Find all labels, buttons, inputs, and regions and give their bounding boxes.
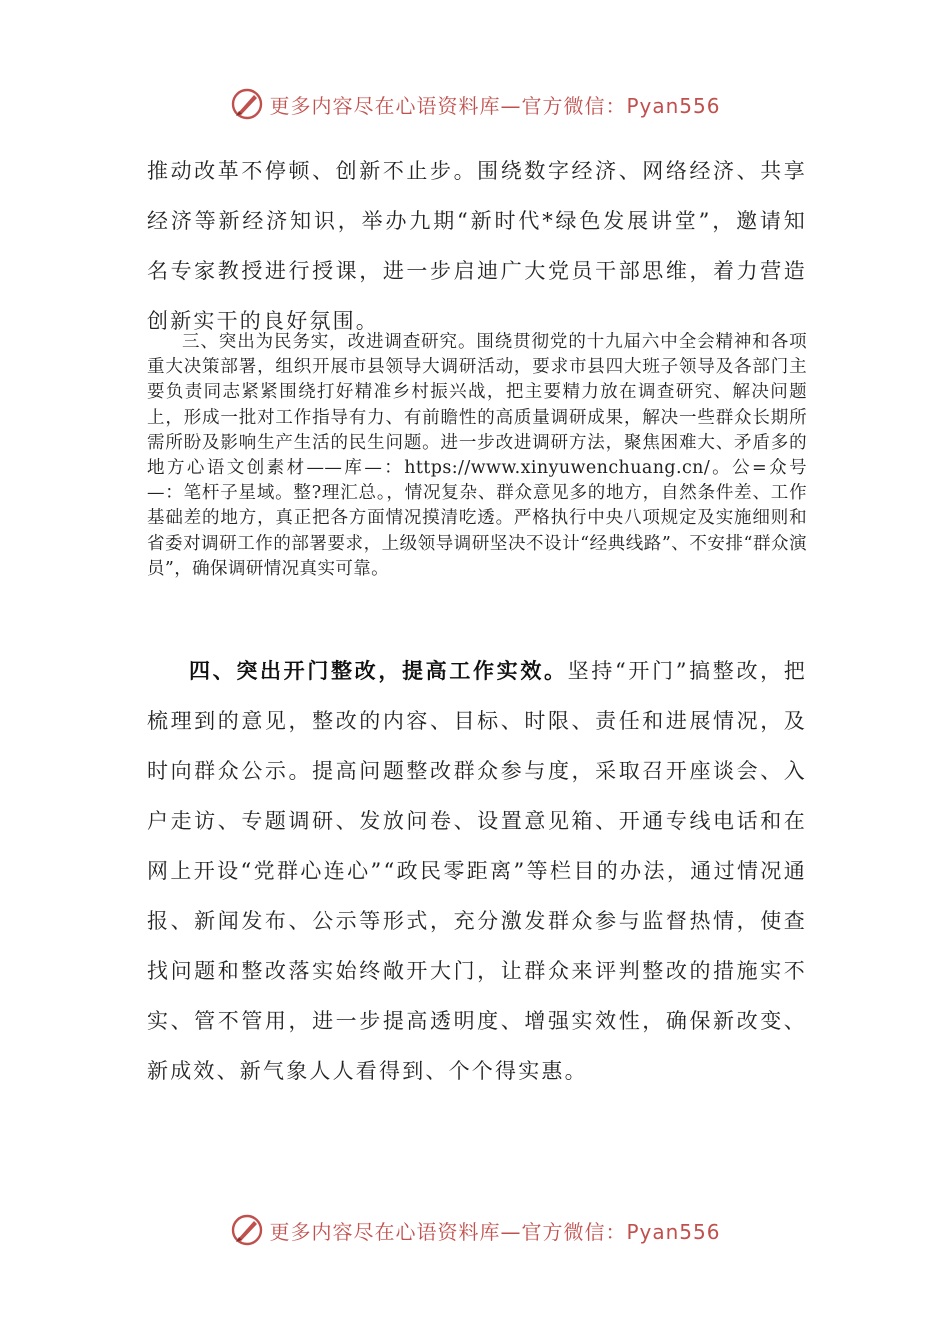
pen-logo-icon xyxy=(229,86,265,122)
paragraph-research: 三、突出为民务实，改进调查研究。围绕贯彻党的十九届六中全会精神和各项重大决策部署，组织开展市县领导大调研活动，要求市县四大班子领导及各部门主要负责同志紧紧围绕打好精准乡村振兴战，把主要精力放在调查研究、解决问题上，形成一批对工作指导有力、有前瞻性的高质量调研成果，解决一些群众长期所需所盼及影响生产生活的民生问题。进一步改进调研方法，聚焦困难大、矛盾多的地方心语文创素材——库—：https://www.xinyuwenchuang.cn/。公=众号—：笔杆子星域。整?理汇总。，情况复杂、群众意见多的地方，自然条件差、工作基础差的地方，真正把各方面情况摸清吃透。严格执行中央八项规定及实施细则和省委对调研工作的部署要求，上级领导调研坚决不设计“经典线路”、不安排“群众演员”，确保调研情况真实可靠。 xyxy=(147,332,807,579)
pen-logo-icon xyxy=(229,1212,265,1248)
header-banner-text: 更多内容尽在心语资料库—官方微信：Pyan556 xyxy=(269,93,721,118)
header-banner xyxy=(0,84,950,124)
paragraph-rectification xyxy=(147,646,807,1096)
footer-banner xyxy=(0,1210,950,1250)
footer-banner-text: 更多内容尽在心语资料库—官方微信：Pyan556 xyxy=(269,1219,721,1244)
paragraph-innovation: 推动改革不停顿、创新不止步。围绕数字经济、网络经济、共享经济等新经济知识，举办九期“新时代*绿色发展讲堂”，邀请知名专家教授进行授课，进一步启迪广大党员干部思维，着力营造创新实干的良好氛围。 xyxy=(147,159,807,333)
section-heading: 四、突出开门整改，提高工作实效。 xyxy=(189,658,568,683)
paragraph-body: 坚持“开门”搞整改，把梳理到的意见，整改的内容、目标、时限、责任和进展情况，及时向群众公示。提高问题整改群众参与度，采取召开座谈会、入户走访、专题调研、发放问卷、设置意见箱、开通专线电话和在网上开设“党群心连心”“政民零距离”等栏目的办法，通过情况通报、新闻发布、公示等形式，充分激发群众参与监督热情，使查找问题和整改落实始终敞开大门，让群众来评判整改的措施实不实、管不管用，进一步提高透明度、增强实效性，确保新改变、新成效、新气象人人看得到、个个得实惠。 xyxy=(147,659,808,1083)
